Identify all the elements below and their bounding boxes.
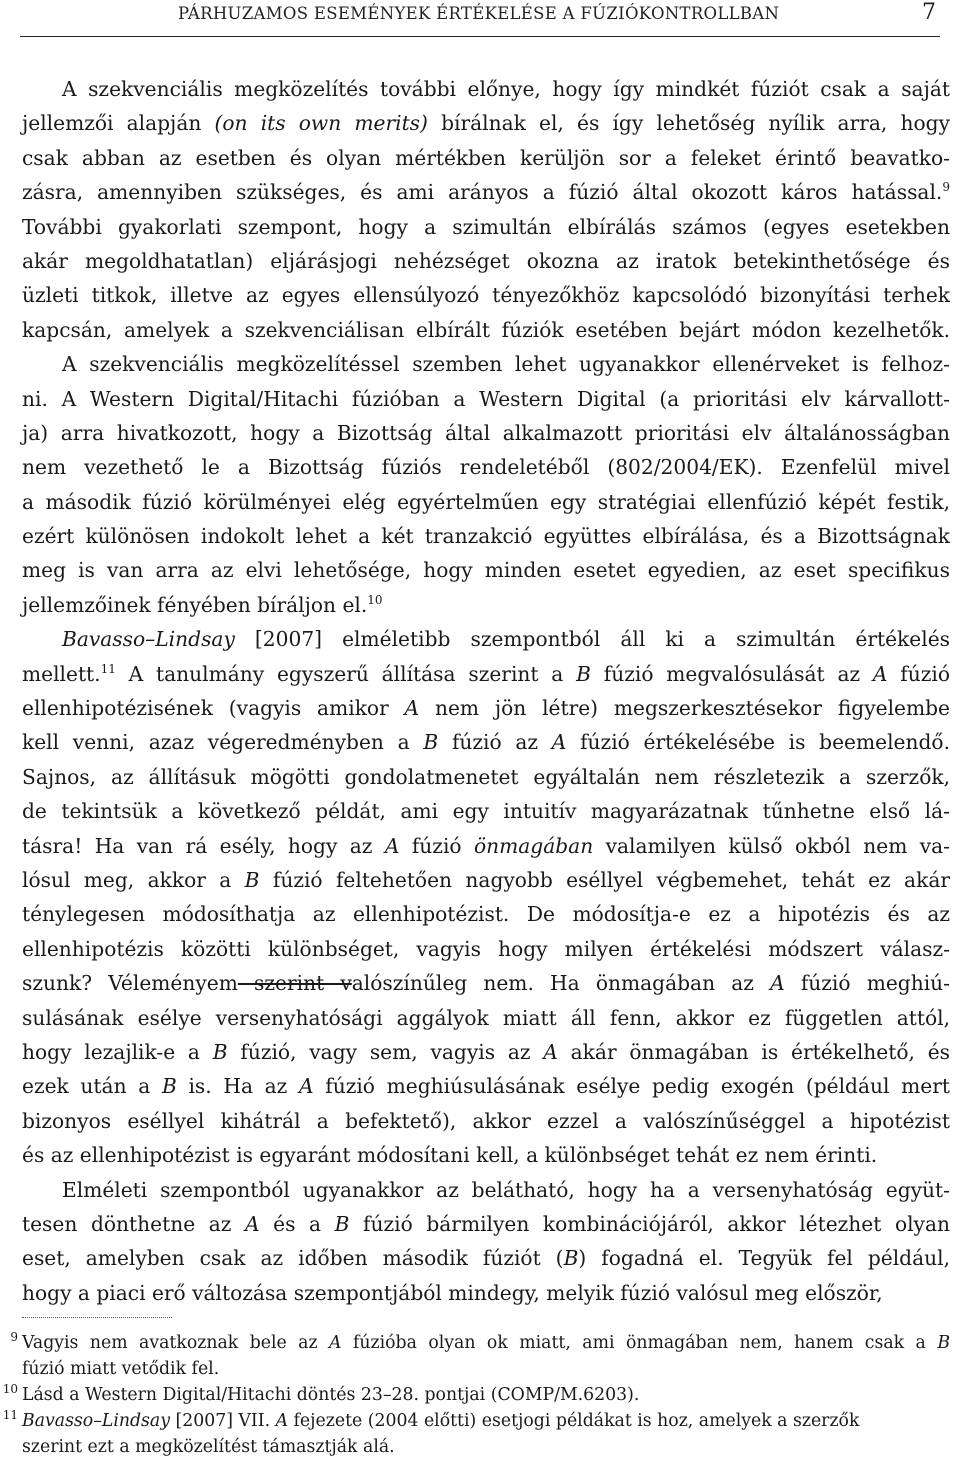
text-span: szunk? Véleményem xyxy=(22,971,238,996)
footnote-line xyxy=(0,1434,960,1460)
text-span: ezért különösen indokolt lehet a két tranzakció együttes elbírálása, és a Bizottságnak xyxy=(22,524,950,549)
text-line xyxy=(22,932,950,966)
text-span: ) fogadná el. Tegyük fel például, xyxy=(578,1246,951,1271)
text-line xyxy=(22,1173,950,1207)
page-number: 7 xyxy=(922,0,936,25)
text-span: bizonyos eséllyel kihátrál a befektető), akkor ezzel a valószínűséggel a hipotézist xyxy=(22,1108,950,1133)
text-span: B xyxy=(212,1039,228,1064)
text-span: üzleti titkok, illetve az egyes ellensúlyozó tényezőkhöz kapcsolódó bizonyítási terhek xyxy=(22,283,950,308)
footnote-number: 10 xyxy=(2,1382,18,1396)
page-header xyxy=(20,0,940,37)
footnote-separator xyxy=(22,1317,172,1318)
text-span: akár önmagában is értékelhető, és xyxy=(557,1039,951,1064)
text-span: és az ellenhipotézist is egyaránt módosítani kell, a különbséget tehát ez nem érinti. xyxy=(22,1143,878,1168)
text-line xyxy=(22,106,950,140)
text-span: B xyxy=(244,867,260,892)
text-span: is. Ha az xyxy=(176,1074,299,1099)
text-line xyxy=(22,829,950,863)
text-span: tesen dönthetne az xyxy=(22,1211,245,1236)
text-span: A xyxy=(551,730,567,755)
text-span: fúzió az xyxy=(438,730,552,755)
footnotes xyxy=(0,1330,960,1460)
text-span: fúzió értékelésébe is beemelendő. xyxy=(566,730,950,755)
text-line xyxy=(22,72,950,106)
text-line xyxy=(22,622,950,656)
footnote-text xyxy=(22,1382,639,1408)
text-line xyxy=(22,519,950,553)
text-line xyxy=(22,1241,950,1275)
text-span: A xyxy=(275,1411,289,1431)
text-span: kell venni, azaz végeredményben a xyxy=(22,730,424,755)
footnote-text xyxy=(22,1434,395,1460)
text-span: fúzió xyxy=(887,661,950,686)
text-span: eset, amelyben csak az időben második fúziót ( xyxy=(22,1246,564,1271)
text-line xyxy=(22,450,950,484)
text-span: jellemzőinek fényében bíráljon el. xyxy=(22,592,368,617)
text-span: fúzió meghiúsulásának esélye pedig exogén (például mert xyxy=(313,1074,950,1099)
text-span: A xyxy=(404,696,420,721)
text-span: B xyxy=(161,1074,177,1099)
footnote-line xyxy=(0,1408,960,1434)
text-line xyxy=(22,794,950,828)
text-span: és a xyxy=(259,1211,335,1236)
text-span: sulásának esélye versenyhatósági aggályok miatt áll fenn, akkor ez független attól, xyxy=(22,1005,950,1030)
text-span: A xyxy=(770,971,785,996)
text-span: de tekintsük a következő példát, ami egy intuitív magyarázatnak tűnhetne első lá- xyxy=(22,799,950,824)
text-span: fúzió megvalósulását az xyxy=(590,661,873,686)
footnote-text xyxy=(22,1330,950,1356)
text-line xyxy=(22,382,950,416)
text-span: fúzió, vagy sem, vagyis az xyxy=(227,1039,544,1064)
text-span: Bavasso–Lindsay xyxy=(62,627,235,652)
text-span: A szekvenciális megközelítés további előnye, hogy így mindkét fúziót csak a saját xyxy=(62,77,950,101)
footnote-text xyxy=(22,1408,859,1434)
footnote-line xyxy=(0,1382,960,1408)
running-head: PÁRHUZAMOS ESEMÉNYEK ÉRTÉKELÉSE A FÚZIÓKONTROLLBAN xyxy=(178,4,780,23)
text-span: zásra, amennyiben szükséges, és ami arányos a fúzió által okozott káros hatással. xyxy=(22,180,943,205)
text-span: B xyxy=(334,1211,350,1236)
text-span: A xyxy=(329,1333,342,1353)
text-span: fúzió bármilyen kombinációjáról, akkor létezhet olyan xyxy=(349,1211,950,1236)
text-line xyxy=(22,210,950,244)
text-span: B xyxy=(937,1333,951,1353)
text-span: (on its own merits) xyxy=(214,111,428,136)
text-span: akár megoldhatatlan) eljárásjogi nehézséget okozna az iratok betekinthetősége és xyxy=(22,248,950,273)
text-span: Elméleti szempontból ugyanakkor az belátható, hogy ha a versenyhatóság együt- xyxy=(62,1177,950,1202)
text-line xyxy=(22,347,950,381)
text-span: A xyxy=(244,1211,260,1236)
text-line xyxy=(22,966,950,1000)
text-span: csak abban az esetben és olyan mértékben kerüljön sor a feleket érintő beavatko- xyxy=(22,145,950,170)
text-line xyxy=(22,1276,950,1310)
text-line xyxy=(22,175,950,209)
text-line xyxy=(22,897,950,931)
text-line xyxy=(22,657,950,691)
text-line xyxy=(22,1069,950,1103)
text-span: fúzió xyxy=(399,833,474,858)
text-span: Vagyis nem avatkoznak bele az xyxy=(22,1333,330,1353)
text-span: A xyxy=(543,1039,558,1064)
text-line xyxy=(22,416,950,450)
footnote-number: 11 xyxy=(2,1408,18,1422)
text-line xyxy=(22,588,950,622)
text-span: [2007] VII. xyxy=(169,1411,276,1431)
footnote-ref[interactable]: 10 xyxy=(367,592,383,607)
text-span: nem jön létre) megszerkesztésekor figyelembe xyxy=(419,696,951,721)
text-span: meg is van arra az elvi lehetősége, hogy minden esetet egyedien, az eset specifikus xyxy=(22,558,950,583)
text-span: A xyxy=(384,833,400,858)
text-span: fejezete (2004 előtti) esetjogi példákat is hoz, amelyek a szerzők xyxy=(288,1411,860,1431)
text-span: A xyxy=(872,661,888,686)
body-text xyxy=(22,72,950,1310)
text-line xyxy=(22,1104,950,1138)
text-line xyxy=(22,760,950,794)
text-span: Sajnos, az állításuk mögötti gondolatmenetet egyáltalán nem részletezik a szerzők, xyxy=(22,764,950,789)
text-span: mellett. xyxy=(22,661,101,686)
text-line xyxy=(22,141,950,175)
footnote-line xyxy=(0,1330,960,1356)
text-span: ellenhipotézis közötti különbséget, vagyis hogy milyen értékelési módszert válasz- xyxy=(22,936,950,961)
text-span: A tanulmány egyszerű állítása szerint a xyxy=(115,661,577,686)
text-span: kapcsán, amelyek a szekvenciálisan elbírált fúziók esetében bejárt módon kezelhetők. xyxy=(22,317,950,342)
text-span: További gyakorlati szempont, hogy a szimultán elbírálás számos (egyes esetekben xyxy=(22,214,950,239)
text-span: A xyxy=(298,1074,314,1099)
text-line xyxy=(22,485,950,519)
footnote-number: 9 xyxy=(10,1330,18,1344)
text-span: lósul meg, akkor a xyxy=(22,867,245,892)
text-span: hogy a piaci erő változása szempontjából mindegy, melyik fúzió valósul meg először, xyxy=(22,1280,883,1305)
text-span: Bavasso–Lindsay xyxy=(22,1411,170,1431)
text-line xyxy=(22,725,950,759)
footnote-text xyxy=(22,1356,219,1382)
text-span: nem vezethető le a Bizottság fúziós rendeletéből (802/2004/EK). Ezenfelül mivel xyxy=(22,455,950,480)
text-span: B xyxy=(423,730,439,755)
text-span: bírálnak el, és így lehetőség nyílik arra, hogy xyxy=(427,111,950,136)
text-line xyxy=(22,1138,950,1172)
text-span: tásra! Ha van rá esély, hogy az xyxy=(22,833,385,858)
text-span: B xyxy=(563,1246,579,1271)
text-span: önmagában xyxy=(473,833,594,858)
text-span: hogy lezajlik-e a xyxy=(22,1039,213,1064)
text-span: fúzió miatt vetődik fel. xyxy=(22,1359,220,1379)
text-span: ni. A Western Digital/Hitachi fúzióban a Western Digital (a prioritási elv kárvallott- xyxy=(22,386,950,411)
text-span: fúzió feltehetően nagyobb eséllyel végbemehet, tehát ez akár xyxy=(259,867,951,892)
text-span: jellemzői alapján xyxy=(22,111,215,136)
text-span: Lásd a Western Digital/Hitachi döntés 23–28. pontjai (COMP/M.6203). xyxy=(22,1385,640,1405)
text-span: ja) arra hivatkozott, hogy a Bizottság által alkalmazott prioritási elv általánosságban xyxy=(22,420,950,445)
text-line xyxy=(22,863,950,897)
text-line xyxy=(22,244,950,278)
text-span: szerint ezt a megközelítést támasztják alá. xyxy=(22,1437,395,1457)
footnote-line xyxy=(0,1356,960,1382)
text-span: [2007] elméletibb szempontból áll ki a szimultán értékelés xyxy=(234,627,950,652)
text-span: valamilyen külső okból nem va- xyxy=(593,833,951,858)
text-span: ellenhipotézisének (vagyis amikor xyxy=(22,696,405,721)
text-span: a második fúzió körülményei elég egyértelműen egy stratégiai ellenfúzió képét festik, xyxy=(22,489,950,514)
footnote-ref[interactable]: 9 xyxy=(942,180,950,195)
text-span: szerint v xyxy=(237,971,352,996)
text-span: fúzió meghiú- xyxy=(784,971,950,996)
footnote-ref[interactable]: 11 xyxy=(100,661,116,676)
text-span: ezek után a xyxy=(22,1074,162,1099)
text-span: B xyxy=(576,661,591,686)
text-line xyxy=(22,278,950,312)
text-span: A szekvenciális megközelítéssel szemben lehet ugyanakkor ellenérveket is felhoz- xyxy=(62,352,950,377)
text-line xyxy=(22,553,950,587)
text-line xyxy=(22,691,950,725)
text-span: ténylegesen módosíthatja az ellenhipotézist. De módosítja-e ez a hipotézis és az xyxy=(22,902,950,927)
text-line xyxy=(22,1001,950,1035)
text-span: fúzióba olyan ok miatt, ami önmagában nem, hanem csak a xyxy=(341,1333,938,1353)
text-line xyxy=(22,313,950,347)
text-span: alószínűleg nem. Ha önmagában az xyxy=(351,971,771,996)
text-line xyxy=(22,1035,950,1069)
text-line xyxy=(22,1207,950,1241)
